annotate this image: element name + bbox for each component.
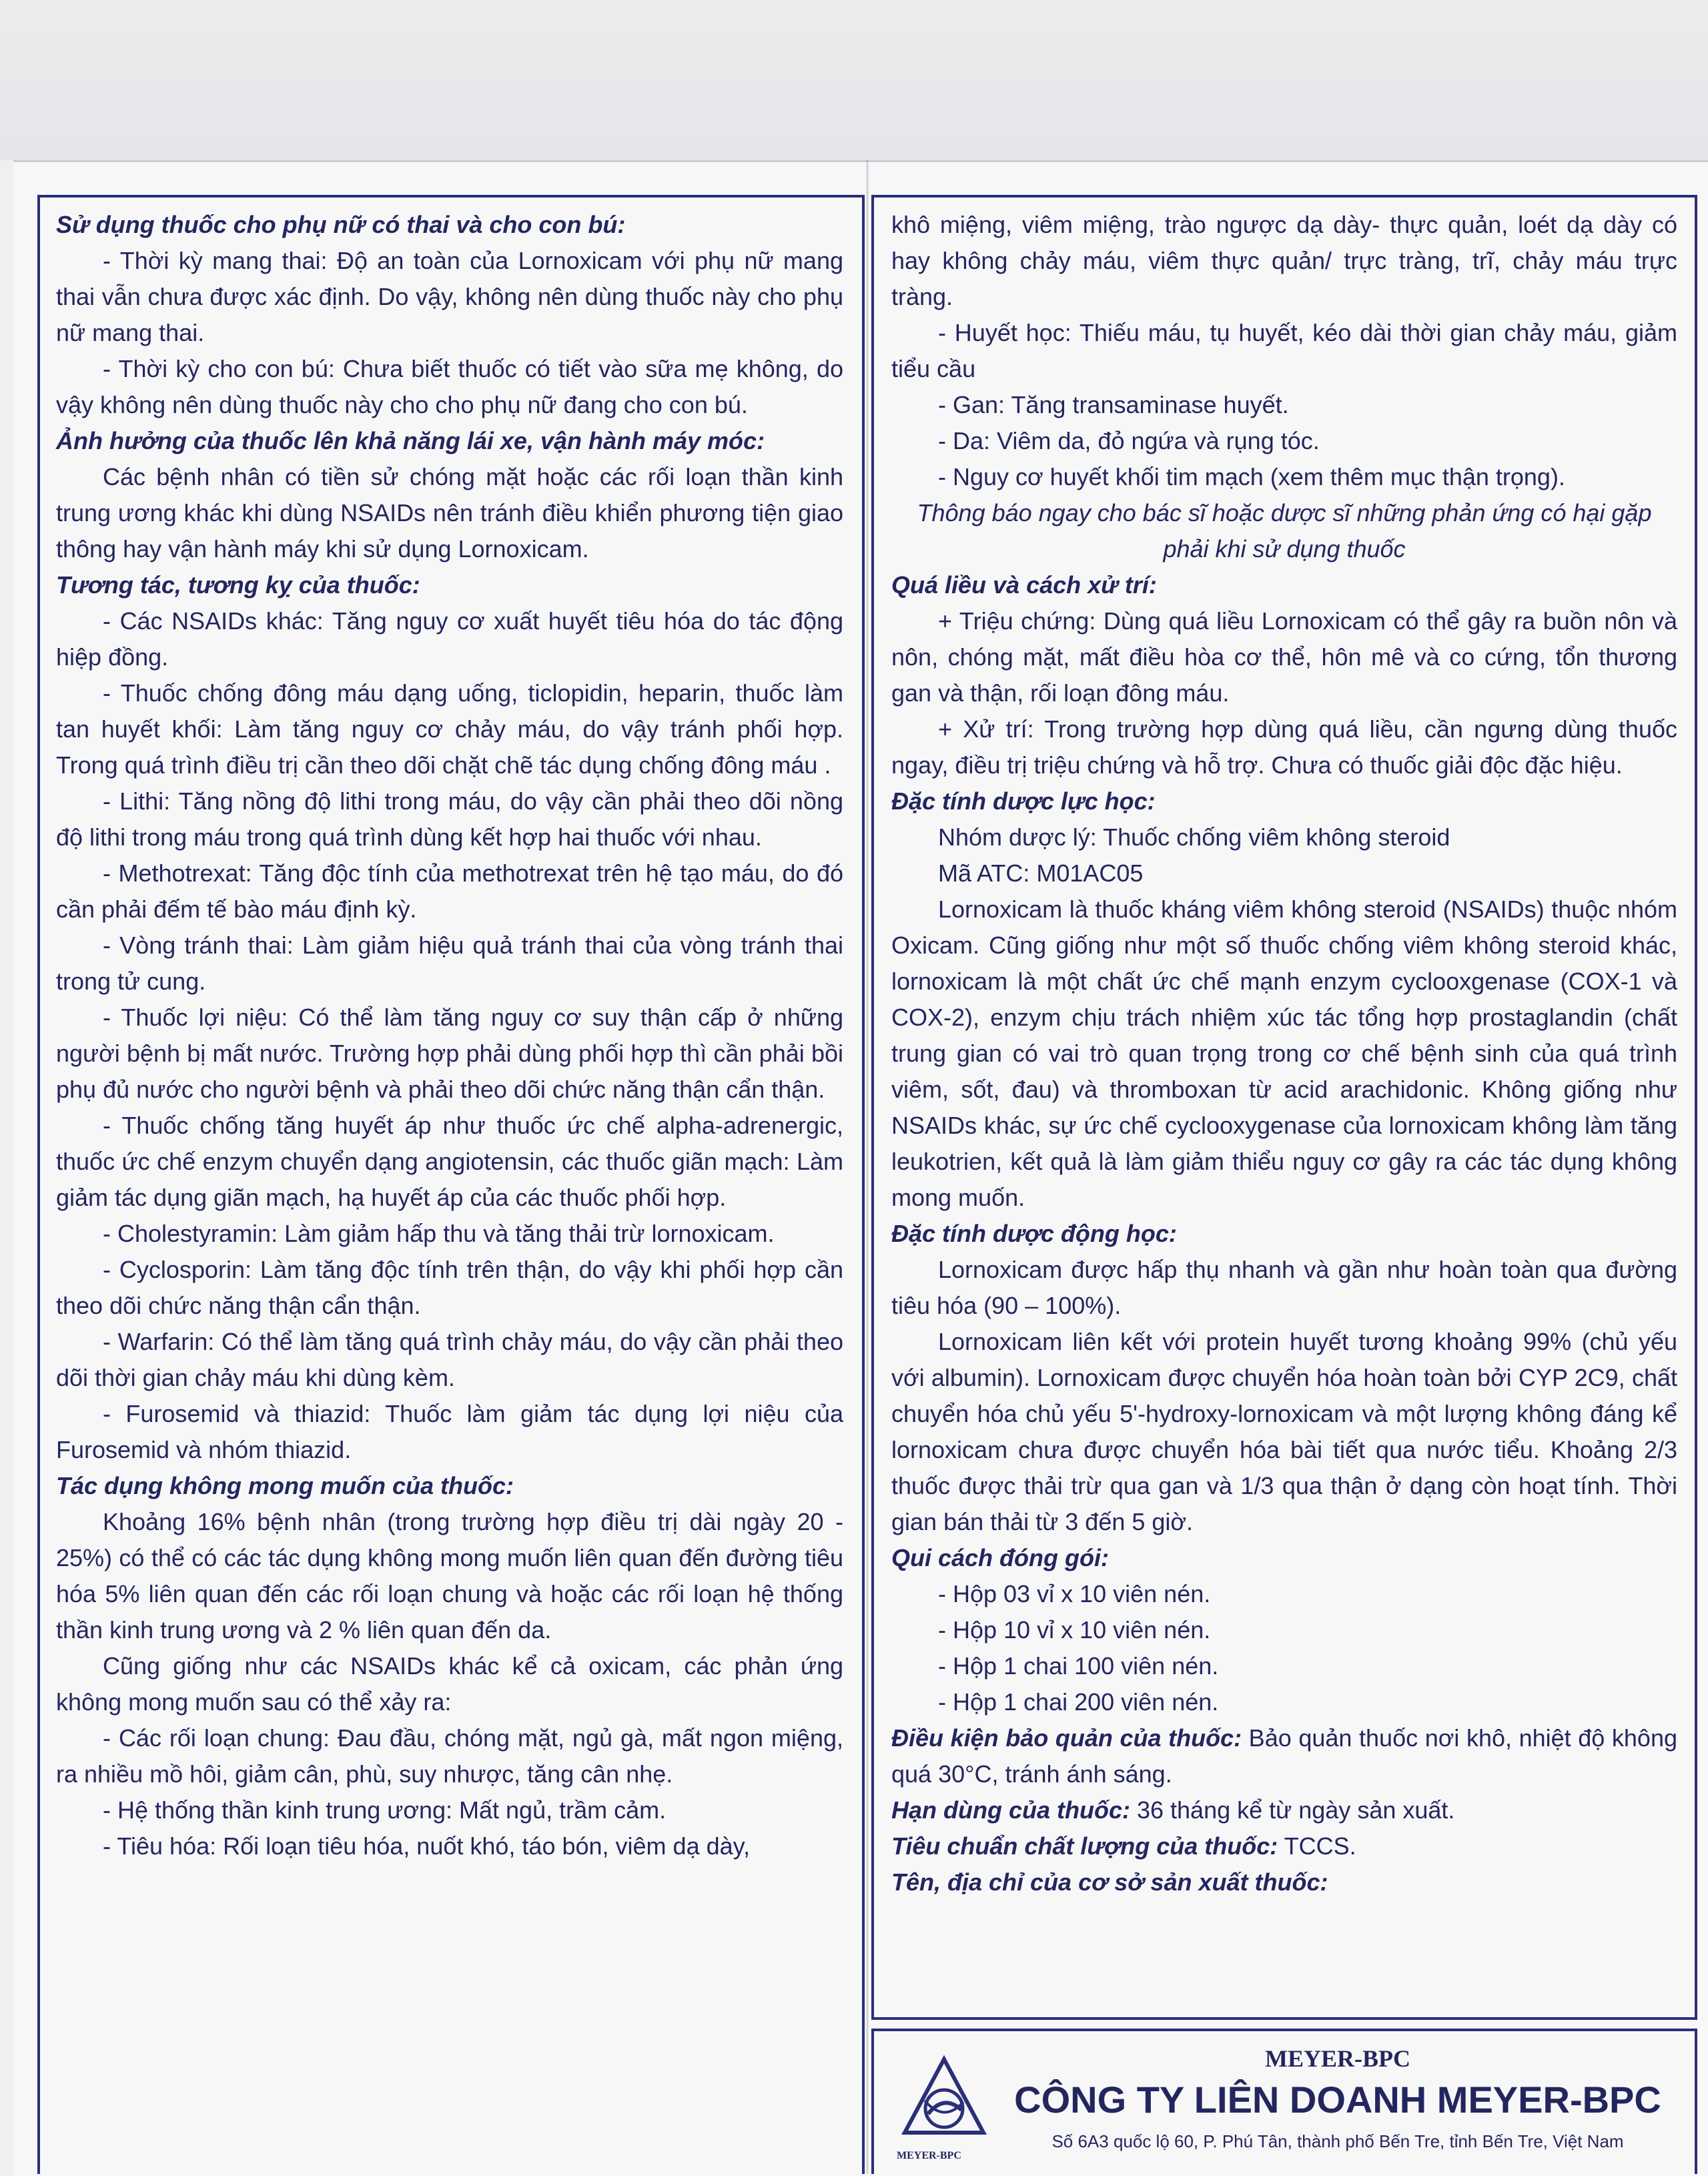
shelf-life	[891, 1792, 1677, 1828]
paragraph: Lornoxicam liên kết với protein huyết tương khoảng 99% (chủ yếu với albumin). Lornoxicam được chuyển hóa hoàn toàn bởi CYP 2C9, chất chuyển hóa chủ yếu 5'-hydroxy-lornoxicam và một lượng không đáng kể lornoxicam chưa được chuyển hóa bài tiết qua nước tiểu. Khoảng 2/3 thuốc được thải trừ qua gan và 1/3 qua thận ở dạng còn hoạt tính. Thời gian bán thải từ 3 đến 5 giờ.	[891, 1328, 1677, 1535]
paragraph: khô miệng, viêm miệng, trào ngược dạ dày- thực quản, loét dạ dày có hay không chảy máu, viêm thực quản/ trực tràng, trĩ, chảy máu trực tràng.	[891, 211, 1677, 310]
paragraph: Cũng giống như các NSAIDs khác kể cả oxicam, các phản ứng không mong muốn sau có thể xảy ra:	[56, 1652, 843, 1716]
packaging-list	[891, 1576, 1677, 1720]
section-title-packaging: Qui cách đóng gói:	[891, 1544, 1109, 1571]
list-item: - Các NSAIDs khác: Tăng nguy cơ xuất huyết tiêu hóa do tác động hiệp đồng.	[56, 607, 843, 671]
storage-conditions	[891, 1720, 1677, 1792]
section-title-driving: Ảnh hưởng của thuốc lên khả năng lái xe, vận hành máy móc:	[56, 427, 765, 454]
list-item: - Thuốc chống đông máu dạng uống, ticlopidin, heparin, thuốc làm tan huyết khối: Làm tăng nguy cơ chảy máu, do vậy tránh phối hợp. Trong quá trình điều trị cần theo dõi chặt chẽ tác dụng chống đông máu .	[56, 679, 843, 779]
left-column	[37, 195, 865, 2174]
shelf-life-value: 36 tháng kể từ ngày sản xuất.	[1130, 1796, 1455, 1824]
list-item: - Hệ thống thần kinh trung ương: Mất ngủ, trầm cảm.	[103, 1796, 667, 1824]
list-item: - Furosemid và thiazid: Thuốc làm giảm tác dụng lợi niệu của Furosemid và nhóm thiazid.	[56, 1400, 843, 1463]
list-item: - Cyclosporin: Làm tăng độc tính trên thận, do vậy khi phối hợp cần theo dõi chức năng thận cẩn thận.	[56, 1256, 843, 1319]
list-item: - Thuốc chống tăng huyết áp như thuốc ức chế alpha-adrenergic, thuốc ức chế enzym chuyển dạng angiotensin, các thuốc giãn mạch: Làm giảm tác dụng giãn mạch, hạ huyết áp của các thuốc phối hợp.	[56, 1112, 843, 1211]
quality-standard	[891, 1828, 1677, 1864]
page-background-top	[0, 0, 1708, 160]
notice-text: Thông báo ngay cho bác sĩ hoặc dược sĩ những phản ứng có hại gặp phải khi sử dụng thuốc	[917, 499, 1652, 563]
paragraph: Các bệnh nhân có tiền sử chóng mặt hoặc các rối loạn thần kinh trung ương khác khi dùng NSAIDs nên tránh điều khiển phương tiện giao thông hay vận hành máy khi sử dụng Lornoxicam.	[56, 463, 843, 563]
section-title-manufacturer: Tên, địa chỉ của cơ sở sản xuất thuốc:	[891, 1868, 1328, 1896]
storage-label: Điều kiện bảo quản của thuốc:	[891, 1724, 1242, 1752]
atc-code: Mã ATC: M01AC05	[938, 859, 1144, 887]
list-item: - Các rối loạn chung: Đau đầu, chóng mặt, ngủ gà, mất ngon miệng, ra nhiều mồ hôi, giảm cân, phù, suy nhược, tăng cân nhẹ.	[56, 1724, 843, 1788]
list-item: - Hộp 1 chai 200 viên nén.	[938, 1688, 1219, 1716]
fold-crease	[866, 160, 869, 2174]
quality-standard-value: TCCS.	[1278, 1832, 1356, 1860]
paragraph: + Triệu chứng: Dùng quá liều Lornoxicam có thể gây ra buồn nôn và nôn, chóng mặt, mất điều hòa cơ thể, hôn mê và co cứng, tổn thương gan và thận, rối loạn đông máu.	[891, 607, 1677, 707]
logo-caption: MEYER-BPC	[897, 2150, 961, 2161]
paragraph: Lornoxicam được hấp thụ nhanh và gần như hoàn toàn qua đường tiêu hóa (90 – 100%).	[891, 1256, 1677, 1319]
section-title-pregnancy: Sử dụng thuốc cho phụ nữ có thai và cho con bú:	[56, 211, 626, 238]
list-item: - Warfarin: Có thể làm tăng quá trình chảy máu, do vậy cần phải theo dõi thời gian chảy máu khi dùng kèm.	[56, 1328, 843, 1391]
list-item: - Hộp 10 vỉ x 10 viên nén.	[938, 1616, 1211, 1644]
paragraph: Khoảng 16% bệnh nhân (trong trường hợp điều trị dài ngày 20 - 25%) có thể có các tác dụng không mong muốn liên quan đến đường tiêu hóa 5% liên quan đến các rối loạn chung và hoặc các rối loạn hệ thống thần kinh trung ương và 2 % liên quan đến da.	[56, 1508, 843, 1644]
section-title-interactions: Tương tác, tương kỵ của thuốc:	[56, 571, 420, 599]
list-item: - Hộp 03 vỉ x 10 viên nén.	[938, 1580, 1211, 1607]
section-title-overdose: Quá liều và cách xử trí:	[891, 571, 1157, 599]
list-item: - Tiêu hóa: Rối loạn tiêu hóa, nuốt khó, táo bón, viêm dạ dày,	[103, 1832, 750, 1860]
company-address: Số 6A3 quốc lộ 60, P. Phú Tân, thành phố Bến Tre, tỉnh Bến Tre, Việt Nam	[1051, 2131, 1624, 2151]
company-name: CÔNG TY LIÊN DOANH MEYER-BPC	[1014, 2079, 1661, 2121]
storage-value: Bảo quản thuốc nơi khô, nhiệt độ không quá 30°C, tránh ánh sáng.	[891, 1724, 1677, 1788]
list-item: - Lithi: Tăng nồng độ lithi trong máu, do vậy cần phải theo dõi nồng độ lithi trong máu trong quá trình dùng kết hợp hai thuốc với nhau.	[56, 787, 843, 851]
list-item: - Vòng tránh thai: Làm giảm hiệu quả tránh thai của vòng tránh thai trong tử cung.	[56, 932, 843, 995]
pharmacologic-group: Nhóm dược lý: Thuốc chống viêm không steroid	[938, 823, 1450, 851]
list-item: - Nguy cơ huyết khối tim mạch (xem thêm mục thận trọng).	[938, 463, 1565, 490]
paragraph: + Xử trí: Trong trường hợp dùng quá liều, cần ngưng dùng thuốc ngay, điều trị triệu chứng và hỗ trợ. Chưa có thuốc giải độc đặc hiệu.	[891, 715, 1677, 779]
paragraph: - Thời kỳ mang thai: Độ an toàn của Lornoxicam với phụ nữ mang thai vẫn chưa được xác định. Do vậy, không nên dùng thuốc này cho phụ nữ mang thai.	[56, 247, 843, 346]
section-title-adverse-effects: Tác dụng không mong muốn của thuốc:	[56, 1472, 514, 1499]
list-item: - Gan: Tăng transaminase huyết.	[938, 391, 1289, 418]
right-column	[871, 195, 1697, 2020]
paragraph: Lornoxicam là thuốc kháng viêm không steroid (NSAIDs) thuộc nhóm Oxicam. Cũng giống như một số thuốc chống viêm không steroid khác, lornoxicam là một chất ức chế mạnh enzym cyclooxgenase (COX-1 và COX-2), enzym chịu trách nhiệm xúc tác tổng hợp prostaglandin (chất trung gian có vai trò quan trọng trong cơ chế bệnh sinh của quá trình viêm, sốt, đau) và thromboxan từ acid arachidonic. Không giống như NSAIDs khác, sự ức chế cyclooxygenase của lornoxicam không làm tăng leukotrien, kết quả là làm giảm thiểu nguy cơ gây ra các tác dụng không mong muốn.	[891, 895, 1677, 1211]
list-item: - Cholestyramin: Làm giảm hấp thu và tăng thải trừ lornoxicam.	[103, 1220, 775, 1247]
list-item: - Da: Viêm da, đỏ ngứa và rụng tóc.	[938, 427, 1320, 454]
brand-name-small: MEYER-BPC	[1265, 2045, 1410, 2072]
quality-standard-label: Tiêu chuẩn chất lượng của thuốc:	[891, 1832, 1278, 1860]
section-title-pharmacodynamics: Đặc tính dược lực học:	[891, 787, 1156, 815]
section-title-pharmacokinetics: Đặc tính dược động học:	[891, 1220, 1177, 1247]
paragraph: - Thời kỳ cho con bú: Chưa biết thuốc có tiết vào sữa mẹ không, do vậy không nên dùng thuốc này cho cho phụ nữ đang cho con bú.	[56, 355, 843, 418]
shelf-life-label: Hạn dùng của thuốc:	[891, 1796, 1130, 1824]
list-item: - Hộp 1 chai 100 viên nén.	[938, 1652, 1219, 1680]
list-item: - Huyết học: Thiếu máu, tụ huyết, kéo dài thời gian chảy máu, giảm tiểu cầu	[891, 319, 1677, 382]
list-item: - Methotrexat: Tăng độc tính của methotrexat trên hệ tạo máu, do đó cần phải đếm tế bào máu định kỳ.	[56, 859, 843, 923]
list-item: - Thuốc lợi niệu: Có thể làm tăng nguy cơ suy thận cấp ở những người bệnh bị mất nước. Trường hợp phải dùng phối hợp thì cần phải bồi phụ đủ nước cho người bệnh và phải theo dõi chức năng thận cẩn thận.	[56, 1004, 843, 1103]
manufacturer-box	[871, 2029, 1697, 2174]
